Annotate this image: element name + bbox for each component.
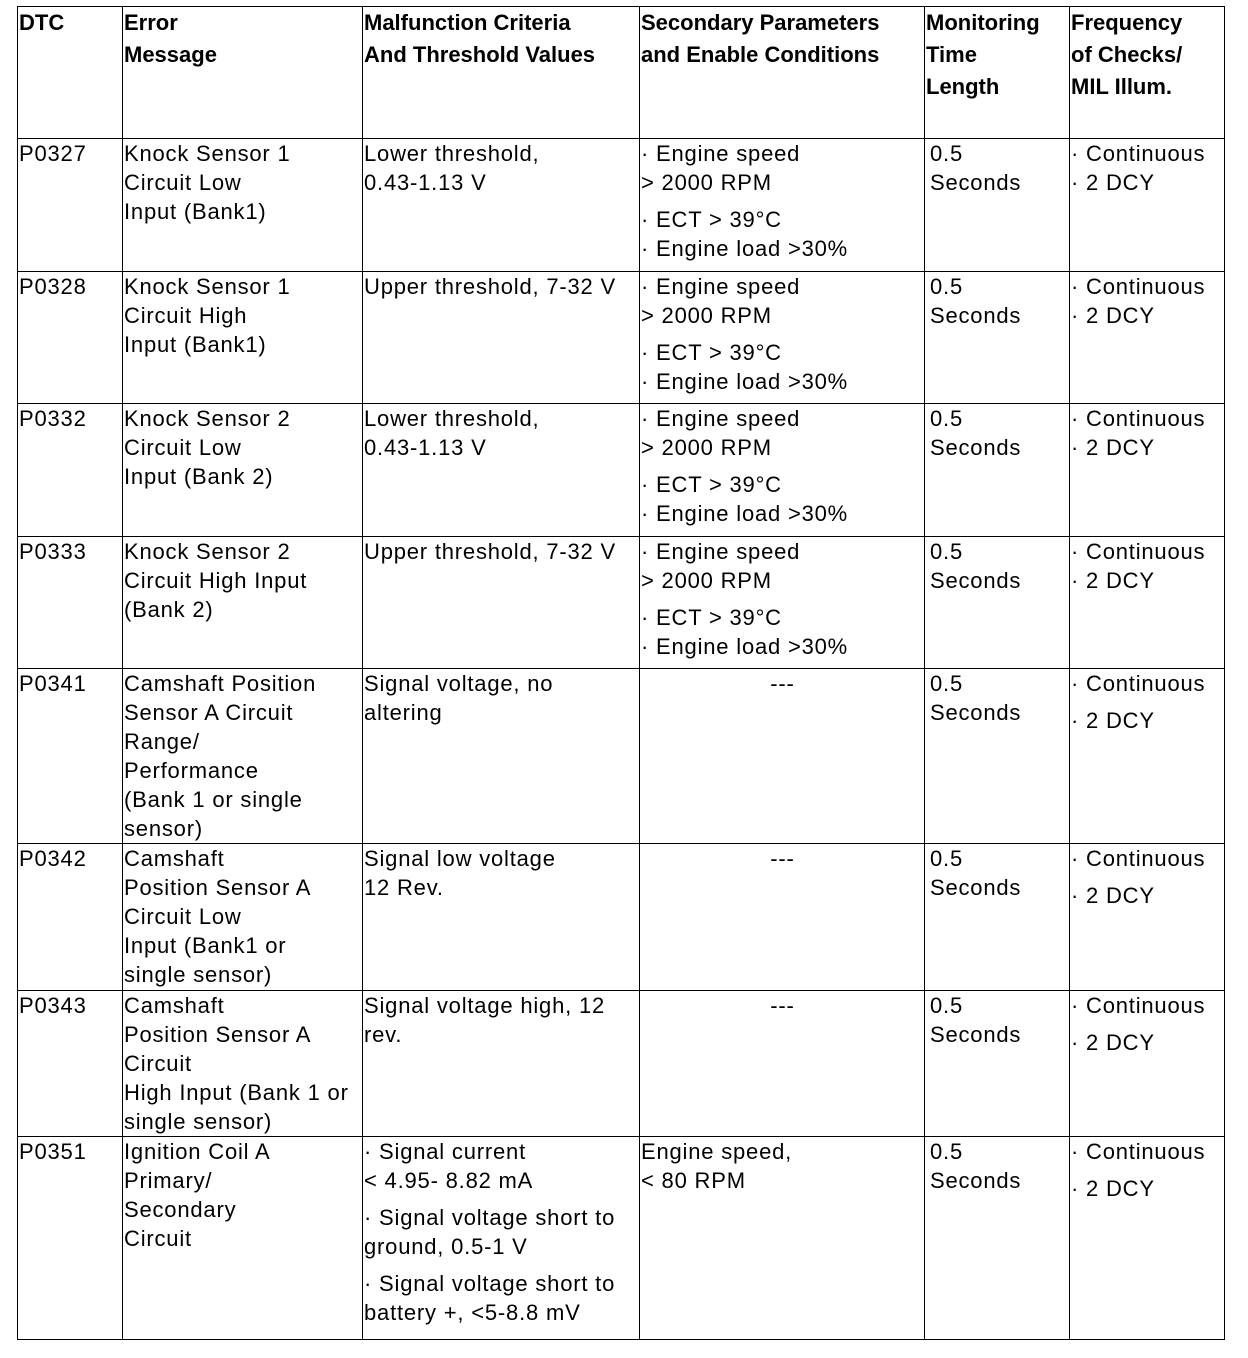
- table-row: [18, 669, 1225, 844]
- table-row: [18, 991, 1225, 1137]
- dtc-cell: [18, 991, 123, 1137]
- cell-line: · Continuous: [1071, 406, 1206, 431]
- cell-line: · 2 DCY: [1071, 708, 1155, 733]
- cell-line: Upper threshold, 7-32 V: [364, 274, 616, 299]
- cell-line: · 2 DCY: [1071, 170, 1155, 195]
- cell-line: 0.43-1.13 V: [364, 435, 487, 460]
- malfunction-criteria-cell: [363, 272, 640, 404]
- malfunction-criteria-cell: [363, 844, 640, 991]
- cell-line: Seconds: [930, 435, 1022, 460]
- cell-line: Signal voltage, no: [364, 671, 554, 696]
- cell-line: · Continuous: [1071, 539, 1206, 564]
- cell-line: 0.5: [930, 539, 963, 564]
- dtc-cell: [18, 139, 123, 272]
- header-line: Malfunction Criteria: [364, 10, 571, 35]
- cell-line: 0.5: [930, 406, 963, 431]
- cell-line: Camshaft Position: [124, 671, 317, 696]
- cell-line: Signal low voltage: [364, 846, 556, 871]
- cell-line: Seconds: [930, 303, 1022, 328]
- cell-line: Knock Sensor 2: [124, 539, 291, 564]
- cell-line: Circuit: [124, 1226, 192, 1251]
- dtc-cell: [18, 404, 123, 537]
- cell-line: > 2000 RPM: [641, 435, 772, 460]
- cell-line: 0.5: [930, 141, 963, 166]
- dtc-cell: [18, 537, 123, 669]
- secondary-parameters-cell: [640, 537, 925, 669]
- table-row: [18, 404, 1225, 537]
- cell-line: · Signal voltage short to: [364, 1271, 616, 1296]
- header-line: Message: [124, 42, 217, 67]
- monitoring-time-cell: [925, 537, 1070, 669]
- header-line: Frequency: [1071, 10, 1183, 35]
- cell-line: sensor): [124, 816, 203, 841]
- cell-line: battery +, <5-8.8 mV: [364, 1300, 581, 1325]
- cell-line: Seconds: [930, 700, 1022, 725]
- header-error-message: [123, 7, 363, 139]
- header-line: DTC: [19, 10, 65, 35]
- header-line: Length: [926, 74, 1000, 99]
- cell-line: single sensor): [124, 962, 273, 987]
- cell-line: P0341: [19, 671, 87, 696]
- cell-line: Input (Bank1 or: [124, 933, 287, 958]
- cell-line: Seconds: [930, 568, 1022, 593]
- cell-line: · Engine speed: [641, 274, 801, 299]
- error-message-cell: [123, 272, 363, 404]
- cell-line: > 2000 RPM: [641, 303, 772, 328]
- dtc-cell: [18, 844, 123, 991]
- cell-line: Seconds: [930, 1168, 1022, 1193]
- cell-line: ground, 0.5-1 V: [364, 1234, 528, 1259]
- frequency-cell: [1070, 537, 1225, 669]
- frequency-cell: [1070, 139, 1225, 272]
- cell-line: Engine speed,: [641, 1139, 793, 1164]
- cell-line: Sensor A Circuit: [124, 700, 294, 725]
- frequency-cell: [1070, 404, 1225, 537]
- cell-line: P0328: [19, 274, 87, 299]
- malfunction-criteria-cell: [363, 537, 640, 669]
- cell-line: Circuit Low: [124, 435, 242, 460]
- cell-line: · Engine load >30%: [641, 634, 849, 659]
- frequency-cell: [1070, 272, 1225, 404]
- table-row: [18, 139, 1225, 272]
- table-row: [18, 272, 1225, 404]
- cell-line: Lower threshold,: [364, 406, 540, 431]
- cell-line: Camshaft: [124, 993, 225, 1018]
- malfunction-criteria-cell: [363, 669, 640, 844]
- error-message-cell: [123, 1137, 363, 1340]
- cell-line: Signal voltage high, 12: [364, 993, 606, 1018]
- cell-line: (Bank 2): [124, 597, 214, 622]
- cell-line: < 80 RPM: [641, 1168, 746, 1193]
- cell-line: P0343: [19, 993, 87, 1018]
- cell-line: · 2 DCY: [1071, 568, 1155, 593]
- cell-line: · Continuous: [1071, 141, 1206, 166]
- cell-line: Position Sensor A: [124, 1022, 312, 1047]
- cell-line: Position Sensor A: [124, 875, 312, 900]
- cell-line: single sensor): [124, 1109, 273, 1134]
- cell-line: Input (Bank1): [124, 199, 267, 224]
- dtc-cell: [18, 1137, 123, 1340]
- monitoring-time-cell: [925, 844, 1070, 991]
- dtc-cell: [18, 272, 123, 404]
- cell-line: < 4.95- 8.82 mA: [364, 1168, 534, 1193]
- cell-line: · 2 DCY: [1071, 1176, 1155, 1201]
- cell-line: ---: [770, 671, 795, 696]
- cell-line: Ignition Coil A: [124, 1139, 271, 1164]
- cell-line: · Engine load >30%: [641, 236, 849, 261]
- cell-line: · Continuous: [1071, 1139, 1206, 1164]
- secondary-parameters-cell: [640, 844, 925, 991]
- monitoring-time-cell: [925, 1137, 1070, 1340]
- header-malfunction-criteria: [363, 7, 640, 139]
- cell-line: Circuit High: [124, 303, 248, 328]
- cell-line: Knock Sensor 1: [124, 141, 291, 166]
- cell-line: Input (Bank1): [124, 332, 267, 357]
- cell-line: Circuit Low: [124, 170, 242, 195]
- header-line: MIL Illum.: [1071, 74, 1173, 99]
- cell-line: Upper threshold, 7-32 V: [364, 539, 616, 564]
- cell-line: 0.5: [930, 1139, 963, 1164]
- cell-line: Secondary: [124, 1197, 237, 1222]
- cell-line: · Continuous: [1071, 671, 1206, 696]
- cell-line: Circuit: [124, 1051, 192, 1076]
- cell-line: Camshaft: [124, 846, 225, 871]
- secondary-parameters-cell: [640, 1137, 925, 1340]
- cell-line: · 2 DCY: [1071, 883, 1155, 908]
- cell-line: · ECT > 39°C: [641, 340, 782, 365]
- cell-line: Input (Bank 2): [124, 464, 274, 489]
- error-message-cell: [123, 991, 363, 1137]
- cell-line: Performance: [124, 758, 259, 783]
- cell-line: Seconds: [930, 1022, 1022, 1047]
- frequency-cell: [1070, 844, 1225, 991]
- cell-line: Seconds: [930, 875, 1022, 900]
- cell-line: · Continuous: [1071, 274, 1206, 299]
- header-secondary-parameters: [640, 7, 925, 139]
- cell-line: · Signal current: [364, 1139, 526, 1164]
- cell-line: Lower threshold,: [364, 141, 540, 166]
- cell-line: · Continuous: [1071, 846, 1206, 871]
- cell-line: 12 Rev.: [364, 875, 444, 900]
- cell-line: altering: [364, 700, 443, 725]
- cell-line: 0.5: [930, 846, 963, 871]
- malfunction-criteria-cell: [363, 991, 640, 1137]
- monitoring-time-cell: [925, 139, 1070, 272]
- secondary-parameters-cell: [640, 669, 925, 844]
- cell-line: Knock Sensor 1: [124, 274, 291, 299]
- header-dtc: [18, 7, 123, 139]
- cell-line: 0.5: [930, 993, 963, 1018]
- cell-line: · ECT > 39°C: [641, 472, 782, 497]
- cell-line: ---: [770, 846, 795, 871]
- cell-line: · Engine speed: [641, 406, 801, 431]
- monitoring-time-cell: [925, 404, 1070, 537]
- cell-line: 0.5: [930, 274, 963, 299]
- dtc-table: [17, 6, 1225, 1340]
- cell-line: · Engine load >30%: [641, 369, 849, 394]
- table-row: [18, 1137, 1225, 1340]
- cell-line: 0.43-1.13 V: [364, 170, 487, 195]
- cell-line: P0342: [19, 846, 87, 871]
- malfunction-criteria-cell: [363, 1137, 640, 1340]
- cell-line: · Engine speed: [641, 539, 801, 564]
- cell-line: > 2000 RPM: [641, 568, 772, 593]
- table-body: [18, 139, 1225, 1340]
- malfunction-criteria-cell: [363, 404, 640, 537]
- error-message-cell: [123, 537, 363, 669]
- cell-line: Circuit Low: [124, 904, 242, 929]
- cell-line: · 2 DCY: [1071, 1030, 1155, 1055]
- cell-line: P0327: [19, 141, 87, 166]
- secondary-parameters-cell: [640, 404, 925, 537]
- header-line: of Checks/: [1071, 42, 1183, 67]
- cell-line: Knock Sensor 2: [124, 406, 291, 431]
- cell-line: · Continuous: [1071, 993, 1206, 1018]
- cell-line: · ECT > 39°C: [641, 605, 782, 630]
- header-line: And Threshold Values: [364, 42, 596, 67]
- error-message-cell: [123, 669, 363, 844]
- monitoring-time-cell: [925, 272, 1070, 404]
- cell-line: Circuit High Input: [124, 568, 308, 593]
- header-line: Time: [926, 42, 977, 67]
- secondary-parameters-cell: [640, 272, 925, 404]
- cell-line: (Bank 1 or single: [124, 787, 303, 812]
- cell-line: Range/: [124, 729, 200, 754]
- header-row: [18, 7, 1225, 139]
- cell-line: · Engine load >30%: [641, 501, 849, 526]
- secondary-parameters-cell: [640, 991, 925, 1137]
- cell-line: Seconds: [930, 170, 1022, 195]
- header-line: Error: [124, 10, 178, 35]
- frequency-cell: [1070, 1137, 1225, 1340]
- frequency-cell: [1070, 669, 1225, 844]
- header-frequency: [1070, 7, 1225, 139]
- cell-line: · ECT > 39°C: [641, 207, 782, 232]
- cell-line: · Engine speed: [641, 141, 801, 166]
- cell-line: High Input (Bank 1 or: [124, 1080, 349, 1105]
- cell-line: P0333: [19, 539, 87, 564]
- cell-line: Primary/: [124, 1168, 213, 1193]
- frequency-cell: [1070, 991, 1225, 1137]
- malfunction-criteria-cell: [363, 139, 640, 272]
- cell-line: · 2 DCY: [1071, 303, 1155, 328]
- error-message-cell: [123, 139, 363, 272]
- monitoring-time-cell: [925, 669, 1070, 844]
- monitoring-time-cell: [925, 991, 1070, 1137]
- header-line: Monitoring: [926, 10, 1040, 35]
- secondary-parameters-cell: [640, 139, 925, 272]
- dtc-cell: [18, 669, 123, 844]
- table-row: [18, 844, 1225, 991]
- error-message-cell: [123, 404, 363, 537]
- cell-line: P0332: [19, 406, 87, 431]
- cell-line: 0.5: [930, 671, 963, 696]
- cell-line: · 2 DCY: [1071, 435, 1155, 460]
- error-message-cell: [123, 844, 363, 991]
- cell-line: rev.: [364, 1022, 403, 1047]
- header-monitoring-time: [925, 7, 1070, 139]
- cell-line: > 2000 RPM: [641, 170, 772, 195]
- cell-line: P0351: [19, 1139, 87, 1164]
- header-line: Secondary Parameters: [641, 10, 880, 35]
- cell-line: ---: [770, 993, 795, 1018]
- cell-line: · Signal voltage short to: [364, 1205, 616, 1230]
- header-line: and Enable Conditions: [641, 42, 880, 67]
- table-row: [18, 537, 1225, 669]
